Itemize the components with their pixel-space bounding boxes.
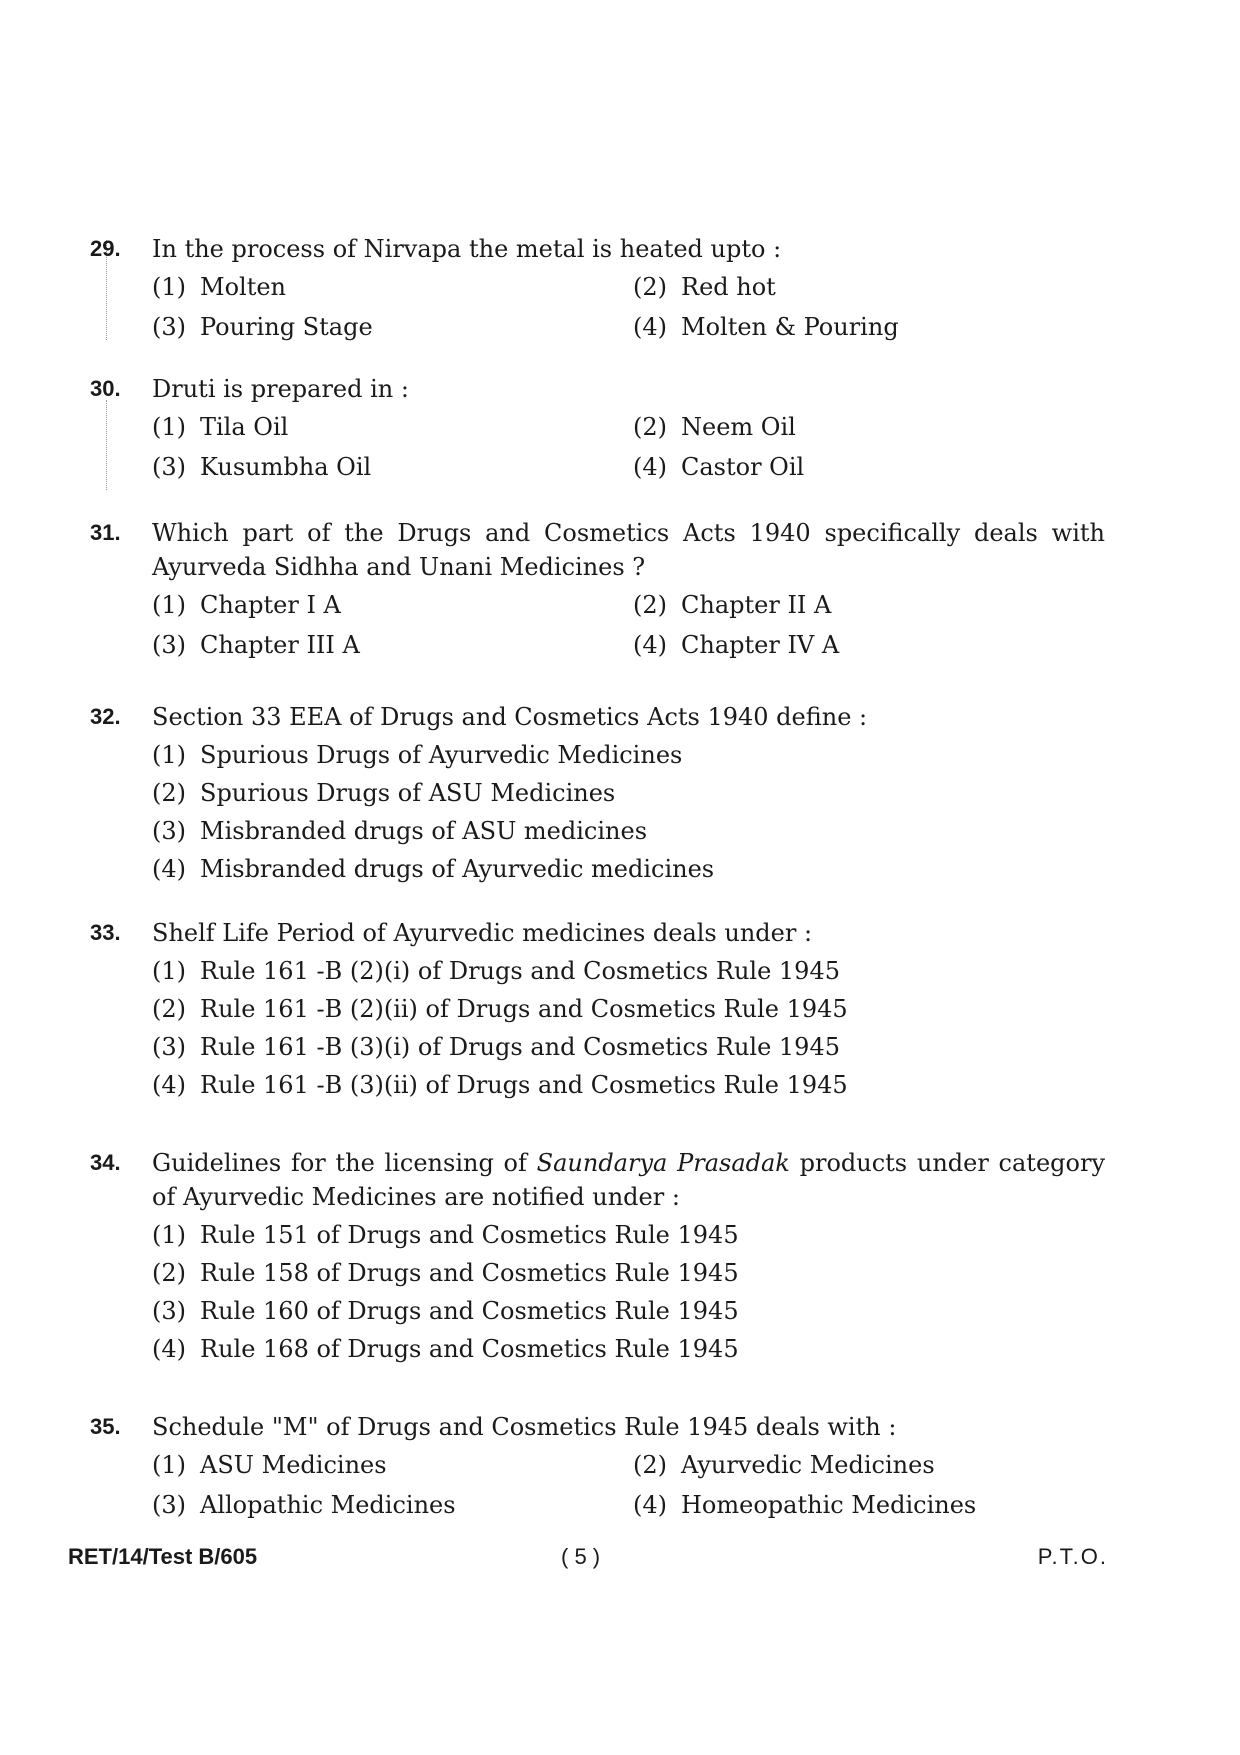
option-2 bbox=[633, 1448, 1103, 1482]
option-number: (2) bbox=[152, 995, 186, 1023]
option-2 bbox=[633, 270, 1103, 304]
option-number: (4) bbox=[152, 855, 186, 883]
option-2 bbox=[152, 992, 1105, 1026]
option-text: Neem Oil bbox=[681, 413, 796, 441]
question-number: 35. bbox=[90, 1414, 121, 1439]
options bbox=[152, 410, 1105, 484]
page-footer bbox=[68, 1540, 1108, 1574]
option-number: (3) bbox=[152, 313, 186, 341]
option-number: (4) bbox=[633, 453, 667, 481]
option-1 bbox=[152, 954, 1105, 988]
question-30 bbox=[90, 372, 1105, 484]
option-text: Rule 161 -B (3)(i) of Drugs and Cosmetics Rule 1945 bbox=[200, 1033, 840, 1061]
options bbox=[152, 270, 1105, 344]
option-text: Rule 151 of Drugs and Cosmetics Rule 1945 bbox=[200, 1221, 739, 1249]
option-number: (3) bbox=[152, 453, 186, 481]
options bbox=[152, 1218, 1105, 1366]
option-text: Rule 161 -B (2)(ii) of Drugs and Cosmetics Rule 1945 bbox=[200, 995, 848, 1023]
option-2 bbox=[152, 776, 1105, 810]
question-text: Which part of the Drugs and Cosmetics Acts 1940 specifically deals with Ayurveda Sidhha and Unani Medicines ? bbox=[152, 519, 1105, 581]
option-3 bbox=[152, 450, 633, 484]
option-text: Allopathic Medicines bbox=[200, 1491, 456, 1519]
option-text: Spurious Drugs of ASU Medicines bbox=[200, 779, 616, 807]
question-31 bbox=[90, 516, 1105, 662]
option-text: Chapter I A bbox=[200, 591, 341, 619]
option-text: Chapter III A bbox=[200, 631, 360, 659]
question-number: 33. bbox=[90, 920, 121, 945]
option-text: Misbranded drugs of ASU medicines bbox=[200, 817, 648, 845]
option-1 bbox=[152, 1448, 633, 1482]
option-4 bbox=[633, 310, 1103, 344]
question-text-italic: Saundarya Prasadak bbox=[536, 1149, 790, 1177]
question-text: In the process of Nirvapa the metal is heated upto : bbox=[152, 235, 782, 263]
option-number: (2) bbox=[633, 1451, 667, 1479]
option-3 bbox=[152, 310, 633, 344]
option-number: (1) bbox=[152, 591, 186, 619]
options bbox=[152, 954, 1105, 1102]
option-text: Molten bbox=[200, 273, 287, 301]
option-text: Misbranded drugs of Ayurvedic medicines bbox=[200, 855, 715, 883]
question-text: Druti is prepared in : bbox=[152, 375, 409, 403]
option-2 bbox=[633, 588, 1103, 622]
option-number: (1) bbox=[152, 957, 186, 985]
option-1 bbox=[152, 588, 633, 622]
option-3 bbox=[152, 1030, 1105, 1064]
option-4 bbox=[152, 1332, 1105, 1366]
option-text: Castor Oil bbox=[681, 453, 805, 481]
option-2 bbox=[633, 410, 1103, 444]
option-text: Rule 160 of Drugs and Cosmetics Rule 1945 bbox=[200, 1297, 739, 1325]
option-1 bbox=[152, 270, 633, 304]
option-number: (2) bbox=[633, 591, 667, 619]
option-number: (3) bbox=[152, 1297, 186, 1325]
option-text: Chapter IV A bbox=[681, 631, 840, 659]
test-code: RET/14/Test B/605 bbox=[68, 1544, 258, 1569]
question-text-start: Guidelines for the licensing of bbox=[152, 1149, 537, 1177]
option-number: (2) bbox=[633, 413, 667, 441]
option-3 bbox=[152, 1488, 633, 1522]
option-text: Pouring Stage bbox=[200, 313, 373, 341]
options bbox=[152, 1448, 1105, 1522]
option-number: (2) bbox=[633, 273, 667, 301]
question-number: 30. bbox=[90, 376, 121, 401]
option-4 bbox=[633, 1488, 1103, 1522]
option-number: (3) bbox=[152, 1033, 186, 1061]
option-2 bbox=[152, 1256, 1105, 1290]
option-4 bbox=[152, 1068, 1105, 1102]
option-number: (1) bbox=[152, 1451, 186, 1479]
option-number: (4) bbox=[152, 1335, 186, 1363]
option-1 bbox=[152, 410, 633, 444]
question-29 bbox=[90, 232, 1105, 344]
question-text: Shelf Life Period of Ayurvedic medicines deals under : bbox=[152, 919, 813, 947]
option-1 bbox=[152, 738, 1105, 772]
option-text: Ayurvedic Medicines bbox=[681, 1451, 935, 1479]
options bbox=[152, 738, 1105, 886]
please-turn-over: P.T.O. bbox=[1037, 1544, 1108, 1569]
options bbox=[152, 588, 1105, 662]
option-4 bbox=[152, 852, 1105, 886]
option-1 bbox=[152, 1218, 1105, 1252]
option-number: (1) bbox=[152, 1221, 186, 1249]
option-4 bbox=[633, 628, 1103, 662]
option-3 bbox=[152, 1294, 1105, 1328]
option-text: Spurious Drugs of Ayurvedic Medicines bbox=[200, 741, 683, 769]
option-text: Red hot bbox=[681, 273, 776, 301]
question-34 bbox=[90, 1146, 1105, 1366]
option-number: (1) bbox=[152, 273, 186, 301]
option-number: (4) bbox=[152, 1071, 186, 1099]
option-number: (4) bbox=[633, 1491, 667, 1519]
option-text: Rule 158 of Drugs and Cosmetics Rule 1945 bbox=[200, 1259, 739, 1287]
option-4 bbox=[633, 450, 1103, 484]
option-number: (4) bbox=[633, 313, 667, 341]
question-32 bbox=[90, 700, 1105, 886]
option-number: (4) bbox=[633, 631, 667, 659]
question-number: 29. bbox=[90, 236, 121, 261]
option-text: Rule 168 of Drugs and Cosmetics Rule 1945 bbox=[200, 1335, 739, 1363]
question-text: Schedule "M" of Drugs and Cosmetics Rule 1945 deals with : bbox=[152, 1413, 897, 1441]
option-text: Kusumbha Oil bbox=[200, 453, 372, 481]
option-text: Rule 161 -B (2)(i) of Drugs and Cosmetics Rule 1945 bbox=[200, 957, 840, 985]
question-number: 34. bbox=[90, 1150, 121, 1175]
question-33 bbox=[90, 916, 1105, 1102]
option-text: Homeopathic Medicines bbox=[681, 1491, 977, 1519]
option-text: Molten & Pouring bbox=[681, 313, 899, 341]
question-35 bbox=[90, 1410, 1105, 1522]
option-text: Chapter II A bbox=[681, 591, 832, 619]
option-number: (3) bbox=[152, 817, 186, 845]
option-3 bbox=[152, 628, 633, 662]
option-3 bbox=[152, 814, 1105, 848]
question-number: 32. bbox=[90, 704, 121, 729]
page-number: ( 5 ) bbox=[561, 1544, 601, 1569]
option-number: (1) bbox=[152, 741, 186, 769]
question-text-end: products under category of Ayurvedic Medicines are notified under : bbox=[152, 1149, 1106, 1211]
question-number: 31. bbox=[90, 520, 121, 545]
question-text: Section 33 EEA of Drugs and Cosmetics Acts 1940 define : bbox=[152, 703, 868, 731]
option-number: (2) bbox=[152, 1259, 186, 1287]
option-number: (1) bbox=[152, 413, 186, 441]
option-number: (3) bbox=[152, 1491, 186, 1519]
option-text: Rule 161 -B (3)(ii) of Drugs and Cosmetics Rule 1945 bbox=[200, 1071, 848, 1099]
option-text: Tila Oil bbox=[200, 413, 289, 441]
option-number: (3) bbox=[152, 631, 186, 659]
question-text bbox=[152, 1146, 1105, 1214]
option-text: ASU Medicines bbox=[200, 1451, 387, 1479]
option-number: (2) bbox=[152, 779, 186, 807]
